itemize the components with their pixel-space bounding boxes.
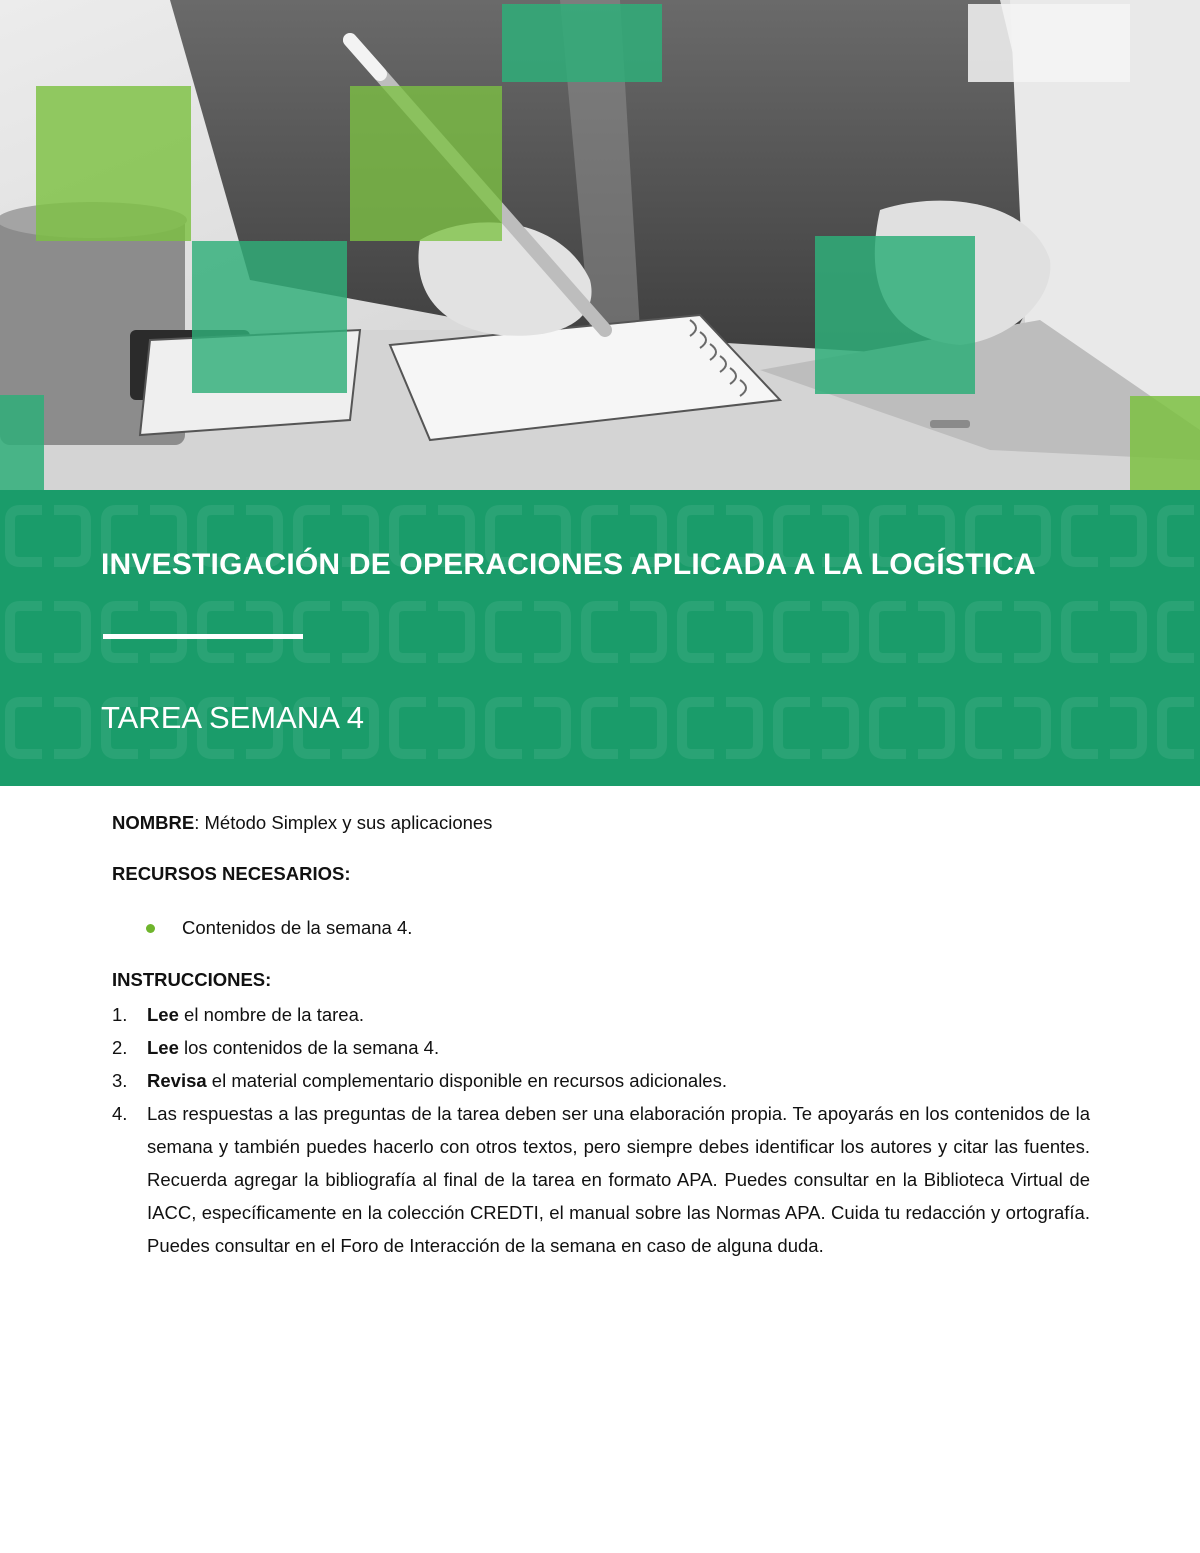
task-content xyxy=(112,806,1090,1262)
step-text: Las respuestas a las preguntas de la tarea deben ser una elaboración propia. Te apoyarás en los contenidos de la semana y también puedes hacerlo con otros textos, pero siempre debes identificar los autores y citar las fuentes. Recuerda agregar la bibliografía al final de la tarea en formato APA. Puedes consultar en la Biblioteca Virtual de IACC, específicamente en la colección CREDTI, el manual sobre las Normas APA. Cuida tu redacción y ortografía. Puedes consultar en el Foro de Interacción de la semana en caso de alguna duda. xyxy=(147,1103,1090,1256)
step-verb: Lee xyxy=(147,1004,179,1025)
instructions-separator: : xyxy=(265,969,272,990)
course-title: INVESTIGACIÓN DE OPERACIONES APLICADA A LA LOGÍSTICA xyxy=(101,548,1036,581)
nombre-separator: : xyxy=(194,812,205,833)
title-divider xyxy=(103,634,303,639)
resources-separator: : xyxy=(344,863,351,884)
step-verb: Lee xyxy=(147,1037,179,1058)
step-number: 1. xyxy=(112,1004,128,1025)
resources-heading xyxy=(112,857,1090,890)
resource-text: Contenidos de la semana 4. xyxy=(182,917,413,938)
nombre-field xyxy=(112,806,1090,839)
resources-label: RECURSOS NECESARIOS xyxy=(112,863,345,884)
step-verb: Revisa xyxy=(147,1070,207,1091)
list-item xyxy=(112,1064,1090,1097)
resources-list xyxy=(112,911,1090,944)
hero-image xyxy=(0,0,1200,492)
nombre-value: Método Simplex y sus aplicaciones xyxy=(204,812,493,833)
step-text: el nombre de la tarea. xyxy=(178,1004,364,1025)
instructions-heading xyxy=(112,963,1090,996)
step-number: 2. xyxy=(112,1037,128,1058)
list-item xyxy=(112,1031,1090,1064)
bullet-icon xyxy=(146,924,155,933)
hero-illustration xyxy=(0,0,1200,492)
step-text: los contenidos de la semana 4. xyxy=(178,1037,440,1058)
list-item xyxy=(112,911,1090,944)
instructions-list xyxy=(112,998,1090,1262)
step-number: 4. xyxy=(112,1103,128,1124)
step-text: el material complementario disponible en recursos adicionales. xyxy=(206,1070,727,1091)
nombre-label: NOMBRE xyxy=(112,812,195,833)
list-item xyxy=(112,998,1090,1031)
list-item xyxy=(112,1097,1090,1262)
instructions-label: INSTRUCCIONES xyxy=(112,969,266,990)
task-title: TAREA SEMANA 4 xyxy=(101,700,365,735)
step-number: 3. xyxy=(112,1070,128,1091)
